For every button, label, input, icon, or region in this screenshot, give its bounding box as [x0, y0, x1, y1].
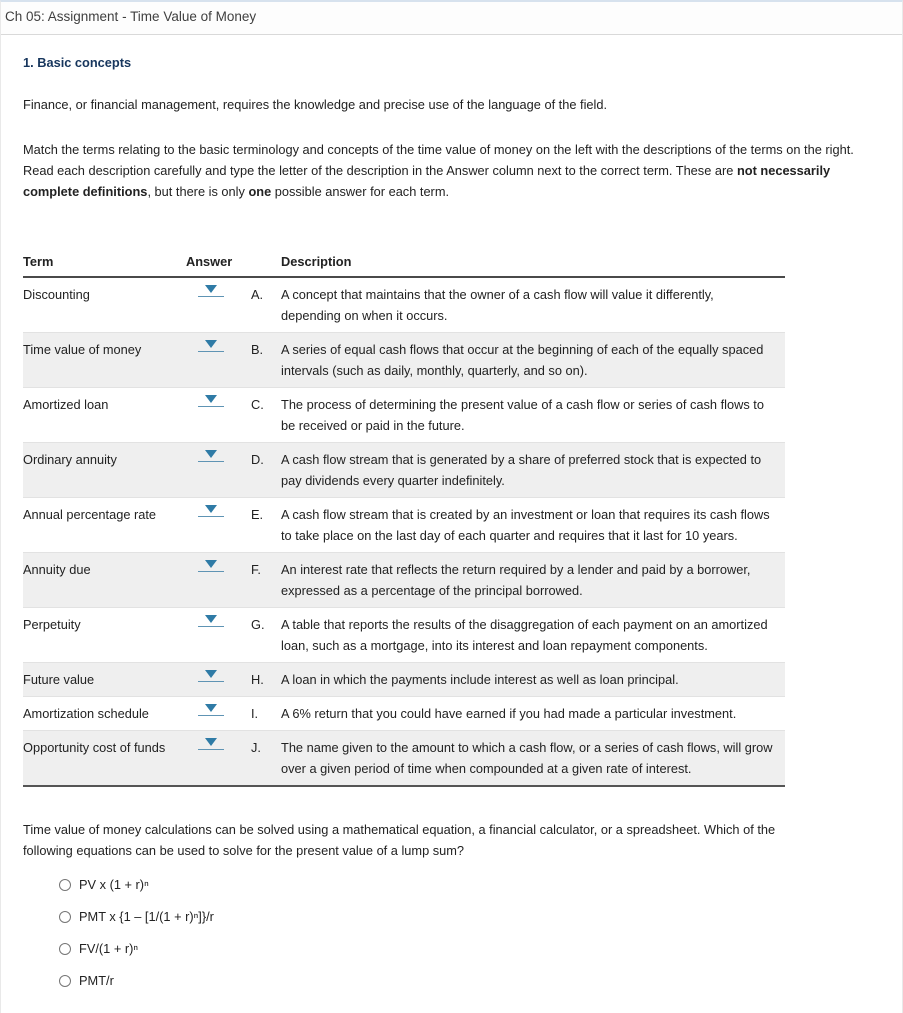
column-header-description: Description [281, 250, 785, 277]
table-row [23, 333, 785, 388]
description-text: An interest rate that reflects the return required by a lender and paid by a borrower, expressed as a percentage of the principal borrowed. [281, 553, 785, 608]
table-row [23, 498, 785, 553]
term-label: Ordinary annuity [23, 443, 186, 498]
instructions-paragraph [23, 139, 880, 202]
instructions-bold-1: not necessarily complete definitions [23, 163, 831, 199]
answer-dropdown[interactable] [198, 394, 224, 407]
radio-button[interactable] [59, 943, 71, 955]
description-letter: B. [251, 333, 281, 388]
description-letter: I. [251, 697, 281, 731]
table-row [23, 663, 785, 697]
column-header-answer: Answer [186, 250, 251, 277]
instructions-text-1: Match the terms relating to the basic terminology and concepts of the time value of money on the left with the descriptions of the terms on the right. Read each description carefully and type the letter of the description in the Answer column next to the correct term. These are [23, 142, 854, 178]
answer-dropdown[interactable] [198, 614, 224, 627]
table-header-row [23, 250, 785, 277]
radio-button[interactable] [59, 879, 71, 891]
description-letter: H. [251, 663, 281, 697]
chevron-down-icon [205, 615, 217, 623]
radio-option[interactable] [59, 876, 880, 893]
table-row [23, 388, 785, 443]
term-label: Time value of money [23, 333, 186, 388]
instructions-text-2: , but there is only [147, 184, 249, 199]
term-label: Amortized loan [23, 388, 186, 443]
assignment-header [1, 2, 902, 35]
term-label: Annuity due [23, 553, 186, 608]
chevron-down-icon [205, 560, 217, 568]
term-label: Perpetuity [23, 608, 186, 663]
description-text: A series of equal cash flows that occur at the beginning of each of the equally spaced intervals (such as daily, monthly, quarterly, and so on). [281, 333, 785, 388]
description-letter: C. [251, 388, 281, 443]
answer-dropdown[interactable] [198, 559, 224, 572]
instructions-bold-2: one [248, 184, 272, 199]
description-letter: G. [251, 608, 281, 663]
answer-dropdown[interactable] [198, 669, 224, 682]
chevron-down-icon [205, 285, 217, 293]
table-row [23, 608, 785, 663]
radio-option-label: FV/(1 + r)ⁿ [79, 941, 139, 956]
description-text: A concept that maintains that the owner of a cash flow will value it differently, depending on when it occurs. [281, 287, 714, 323]
section-title: 1. Basic concepts [23, 55, 132, 70]
description-text: The process of determining the present value of a cash flow or series of cash flows to be received or paid in the future. [281, 388, 785, 443]
table-row [23, 553, 785, 608]
term-label: Annual percentage rate [23, 498, 186, 553]
chevron-down-icon [205, 340, 217, 348]
table-row [23, 443, 785, 498]
radio-button[interactable] [59, 911, 71, 923]
chevron-down-icon [205, 450, 217, 458]
question-paragraph: Time value of money calculations can be solved using a mathematical equation, a financial calculator, or a spreadsheet. Which of the following equations can be used to solve for the present value of a lump sum? [23, 822, 776, 858]
radio-button[interactable] [59, 975, 71, 987]
intro-paragraph: Finance, or financial management, requires the knowledge and precise use of the language of the field. [23, 97, 608, 112]
matching-table [23, 250, 785, 787]
radio-option-label: PMT/r [79, 973, 114, 988]
column-header-term: Term [23, 250, 186, 277]
assignment-title: Ch 05: Assignment - Time Value of Money [5, 9, 257, 24]
answer-dropdown[interactable] [198, 284, 224, 297]
description-text: A cash flow stream that is generated by a share of preferred stock that is expected to pay dividends every quarter indefinitely. [281, 443, 785, 498]
chevron-down-icon [205, 704, 217, 712]
table-row [23, 277, 785, 333]
description-letter: F. [251, 553, 281, 608]
answer-dropdown[interactable] [198, 449, 224, 462]
description-text: A table that reports the results of the disaggregation of each payment on an amortized loan, such as a mortgage, into its interest and loan repayment components. [281, 608, 785, 663]
chevron-down-icon [205, 505, 217, 513]
description-letter: A. [251, 287, 264, 302]
radio-option[interactable] [59, 940, 880, 957]
answer-dropdown[interactable] [198, 504, 224, 517]
assignment-content [1, 55, 902, 1013]
question-options [23, 876, 880, 989]
description-text: A cash flow stream that is created by an investment or loan that requires its cash flows to take place on the last day of each quarter and requires that it last for 10 years. [281, 498, 785, 553]
description-text: A loan in which the payments include interest as well as loan principal. [281, 663, 785, 697]
description-letter: D. [251, 443, 281, 498]
answer-dropdown[interactable] [198, 339, 224, 352]
radio-option-label: PMT x {1 – [1/(1 + r)ⁿ]}/r [79, 909, 214, 924]
radio-option-label: PV x (1 + r)ⁿ [79, 877, 149, 892]
term-label: Discounting [23, 287, 90, 302]
column-header-spacer [251, 250, 281, 277]
radio-option[interactable] [59, 972, 880, 989]
chevron-down-icon [205, 395, 217, 403]
instructions-text-3: possible answer for each term. [271, 184, 450, 199]
chevron-down-icon [205, 738, 217, 746]
description-text: A 6% return that you could have earned if you had made a particular investment. [281, 697, 785, 731]
description-text: The name given to the amount to which a cash flow, or a series of cash flows, will grow over a given period of time when compounded at a given rate of interest. [281, 731, 785, 787]
term-label: Amortization schedule [23, 697, 186, 731]
term-label: Opportunity cost of funds [23, 731, 186, 787]
table-row [23, 731, 785, 787]
radio-option[interactable] [59, 908, 880, 925]
description-letter: J. [251, 731, 281, 787]
table-row [23, 697, 785, 731]
answer-dropdown[interactable] [198, 703, 224, 716]
term-label: Future value [23, 663, 186, 697]
answer-dropdown[interactable] [198, 737, 224, 750]
description-letter: E. [251, 498, 281, 553]
chevron-down-icon [205, 670, 217, 678]
